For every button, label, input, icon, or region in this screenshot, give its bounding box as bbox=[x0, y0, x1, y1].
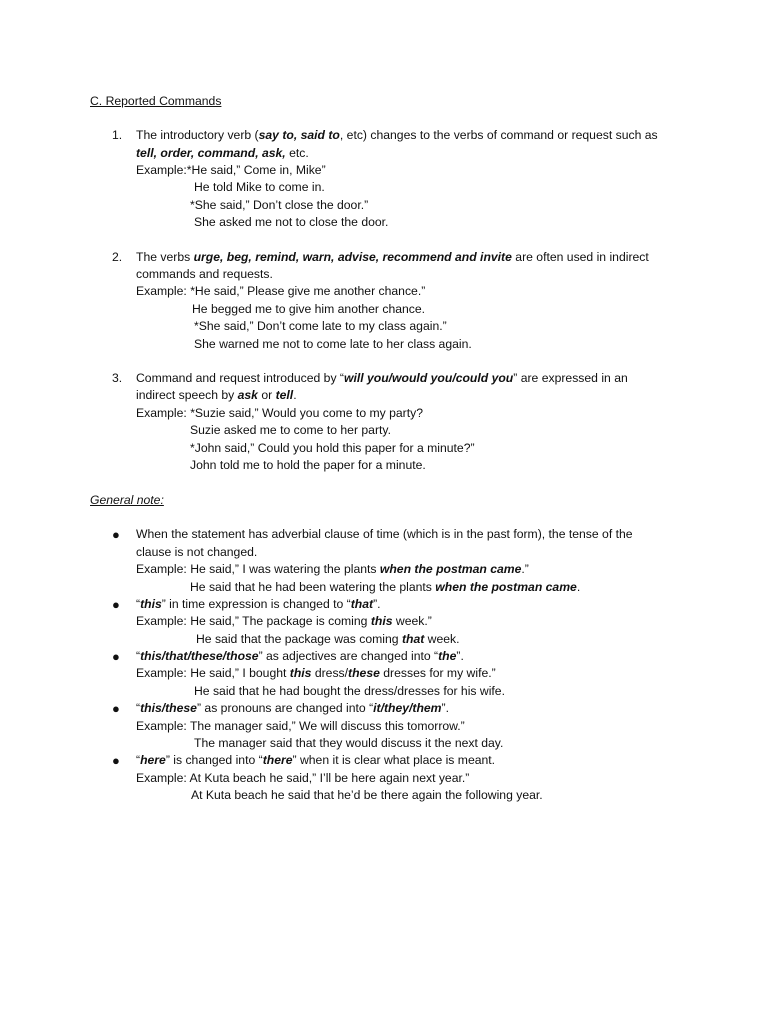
bullet-icon: ● bbox=[112, 649, 120, 664]
example-line: He said that the package was coming that week. bbox=[196, 632, 460, 646]
item-number: 1. bbox=[112, 128, 123, 142]
bullet-icon: ● bbox=[112, 701, 120, 716]
note-line: “this/these” as pronouns are changed into “it/they/them”. bbox=[136, 701, 449, 715]
example-line: At Kuta beach he said that he’d be there again the following year. bbox=[191, 788, 543, 802]
example-line: Example: The manager said,” We will discuss this tomorrow.” bbox=[136, 719, 465, 733]
section-heading: C. Reported Commands bbox=[90, 94, 222, 108]
item-intro-line: commands and requests. bbox=[136, 267, 273, 281]
item-intro-line: Command and request introduced by “will you/would you/could you” are expressed in an bbox=[136, 371, 628, 385]
example-line: Example: *Suzie said,” Would you come to my party? bbox=[136, 406, 423, 420]
example-line: Example:*He said,” Come in, Mike” bbox=[136, 163, 326, 177]
example-line: Example: At Kuta beach he said,” I’ll be here again next year.” bbox=[136, 771, 470, 785]
example-line: John told me to hold the paper for a minute. bbox=[190, 458, 426, 472]
example-line: Example: He said,” I bought this dress/these dresses for my wife.” bbox=[136, 666, 496, 680]
note-line: “this/that/these/those” as adjectives are changed into “the”. bbox=[136, 649, 464, 663]
item-intro-line: The introductory verb (say to, said to, etc) changes to the verbs of command or request such as bbox=[136, 128, 658, 142]
item-intro-line: indirect speech by ask or tell. bbox=[136, 388, 297, 402]
note-line: When the statement has adverbial clause of time (which is in the past form), the tense of the bbox=[136, 527, 633, 541]
item-number: 3. bbox=[112, 371, 123, 385]
example-line: *She said,” Don’t come late to my class again.” bbox=[194, 319, 447, 333]
example-line: Suzie asked me to come to her party. bbox=[190, 423, 391, 437]
note-line: “this” in time expression is changed to “that”. bbox=[136, 597, 381, 611]
note-line: “here” is changed into “there” when it is clear what place is meant. bbox=[136, 753, 496, 767]
note-line: clause is not changed. bbox=[136, 545, 258, 559]
example-line: He told Mike to come in. bbox=[194, 180, 325, 194]
example-line: Example: He said,” I was watering the plants when the postman came.” bbox=[136, 562, 529, 576]
item-intro-line: The verbs urge, beg, remind, warn, advise, recommend and invite are often used in indirect bbox=[136, 250, 649, 264]
example-line: Example: *He said,” Please give me another chance.” bbox=[136, 284, 426, 298]
bullet-icon: ● bbox=[112, 597, 120, 612]
bullet-icon: ● bbox=[112, 527, 120, 542]
item-intro-line: tell, order, command, ask, etc. bbox=[136, 146, 309, 160]
example-line: Example: He said,” The package is coming this week.” bbox=[136, 614, 432, 628]
example-line: He said that he had been watering the plants when the postman came. bbox=[190, 580, 581, 594]
example-line: *She said,” Don’t close the door.” bbox=[190, 198, 369, 212]
general-note-title: General note: bbox=[90, 493, 164, 507]
example-line: *John said,” Could you hold this paper for a minute?” bbox=[190, 441, 475, 455]
example-line: He begged me to give him another chance. bbox=[192, 302, 426, 316]
example-line: She asked me not to close the door. bbox=[194, 215, 389, 229]
example-line: He said that he had bought the dress/dresses for his wife. bbox=[194, 684, 505, 698]
example-line: She warned me not to come late to her class again. bbox=[194, 337, 472, 351]
bullet-icon: ● bbox=[112, 753, 120, 768]
example-line: The manager said that they would discuss it the next day. bbox=[194, 736, 504, 750]
item-number: 2. bbox=[112, 250, 123, 264]
